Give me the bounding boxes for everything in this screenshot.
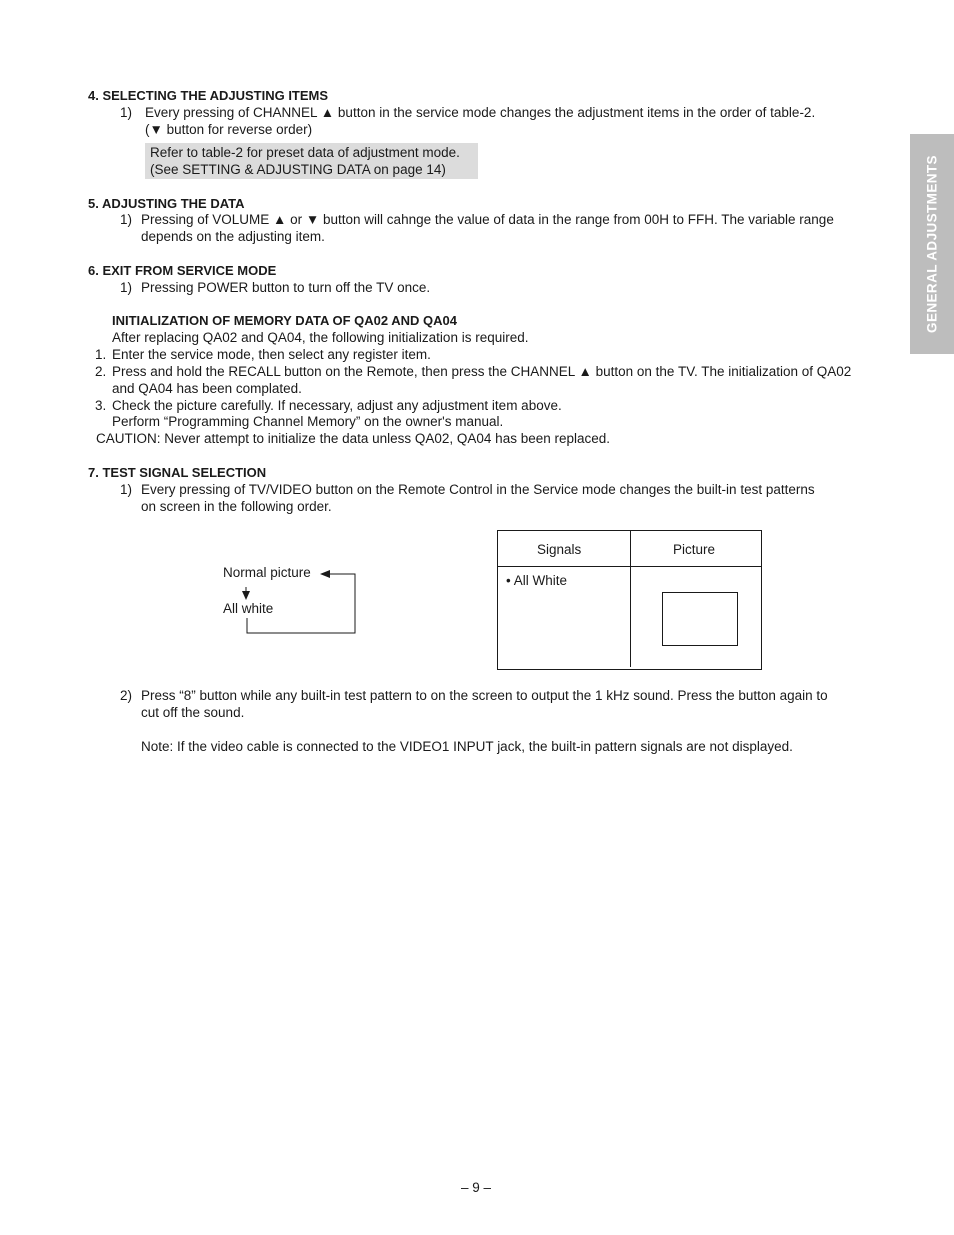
init-step-2-text: Press and hold the RECALL button on the Remote, then press the CHANNEL ▲ button on the TV. The initialization of QA02 <box>112 364 852 379</box>
section-4-item-number: 1) <box>120 105 133 120</box>
section-5-item-text-cont: depends on the adjusting item. <box>141 229 325 244</box>
caution-text: CAUTION: Never attempt to initialize the data unless QA02, QA04 has been replaced. <box>96 431 611 446</box>
all-white-picture-sample <box>662 592 738 646</box>
reference-note-line-1: Refer to table-2 for preset data of adjustment mode. <box>150 145 460 160</box>
section-7-item-2-number: 2) <box>120 688 133 703</box>
init-step-2-number: 2. <box>95 364 107 379</box>
section-7-item-1-text: Every pressing of TV/VIDEO button on the Remote Control in the Service mode changes the built-in test patterns <box>141 482 815 497</box>
init-step-3-number: 3. <box>95 398 107 413</box>
init-step-3-text: Check the picture carefully. If necessary, adjust any adjustment item above. <box>112 398 562 413</box>
section-7-item-2-text: Press “8” button while any built-in test pattern to on the screen to output the 1 kHz sound. Press the button again to <box>141 688 828 703</box>
cycle-label-all-white: All white <box>223 601 274 616</box>
section-5-item-text: Pressing of VOLUME ▲ or ▼ button will cahnge the value of data in the range from 00H to FFH. The variable range <box>141 212 834 227</box>
section-7-item-2-text-cont: cut off the sound. <box>141 705 245 720</box>
section-4-item-text-cont: (▼ button for reverse order) <box>145 122 313 137</box>
section-6-item-number: 1) <box>120 280 133 295</box>
table-column-divider <box>630 530 631 667</box>
section-7-item-1-text-cont: on screen in the following order. <box>141 499 332 514</box>
table-header-divider <box>497 566 762 567</box>
section-4-item-text: Every pressing of CHANNEL ▲ button in the service mode changes the adjustment items in the order of table-2. <box>145 105 816 120</box>
table-header-signals: Signals <box>537 542 582 557</box>
initialization-heading: INITIALIZATION OF MEMORY DATA OF QA02 AND QA04 <box>112 313 457 328</box>
section-4-heading: 4. SELECTING THE ADJUSTING ITEMS <box>88 88 329 103</box>
cycle-label-normal-picture: Normal picture <box>223 565 311 580</box>
section-7-heading: 7. TEST SIGNAL SELECTION <box>88 465 267 480</box>
side-tab-label: GENERAL ADJUSTMENTS <box>924 155 940 333</box>
init-step-3-text-cont: Perform “Programming Channel Memory” on the owner's manual. <box>112 414 504 429</box>
table-row-signal: • All White <box>506 573 567 588</box>
section-5-item-number: 1) <box>120 212 133 227</box>
section-7-item-1-number: 1) <box>120 482 133 497</box>
init-step-1-text: Enter the service mode, then select any register item. <box>112 347 431 362</box>
section-6-heading: 6. EXIT FROM SERVICE MODE <box>88 263 277 278</box>
reference-note-line-2: (See SETTING & ADJUSTING DATA on page 14) <box>150 162 446 177</box>
init-step-1-number: 1. <box>95 347 107 362</box>
side-tab-general-adjustments <box>910 134 954 354</box>
section-5-heading: 5. ADJUSTING THE DATA <box>88 196 245 211</box>
init-step-2-text-cont: and QA04 has been complated. <box>112 381 302 396</box>
initialization-intro: After replacing QA02 and QA04, the following initialization is required. <box>112 330 529 345</box>
video-cable-note: Note: If the video cable is connected to the VIDEO1 INPUT jack, the built-in pattern signals are not displayed. <box>141 739 793 754</box>
page-number: – 9 – <box>461 1180 492 1195</box>
section-6-item-text: Pressing POWER button to turn off the TV once. <box>141 280 431 295</box>
table-header-picture: Picture <box>673 542 716 557</box>
